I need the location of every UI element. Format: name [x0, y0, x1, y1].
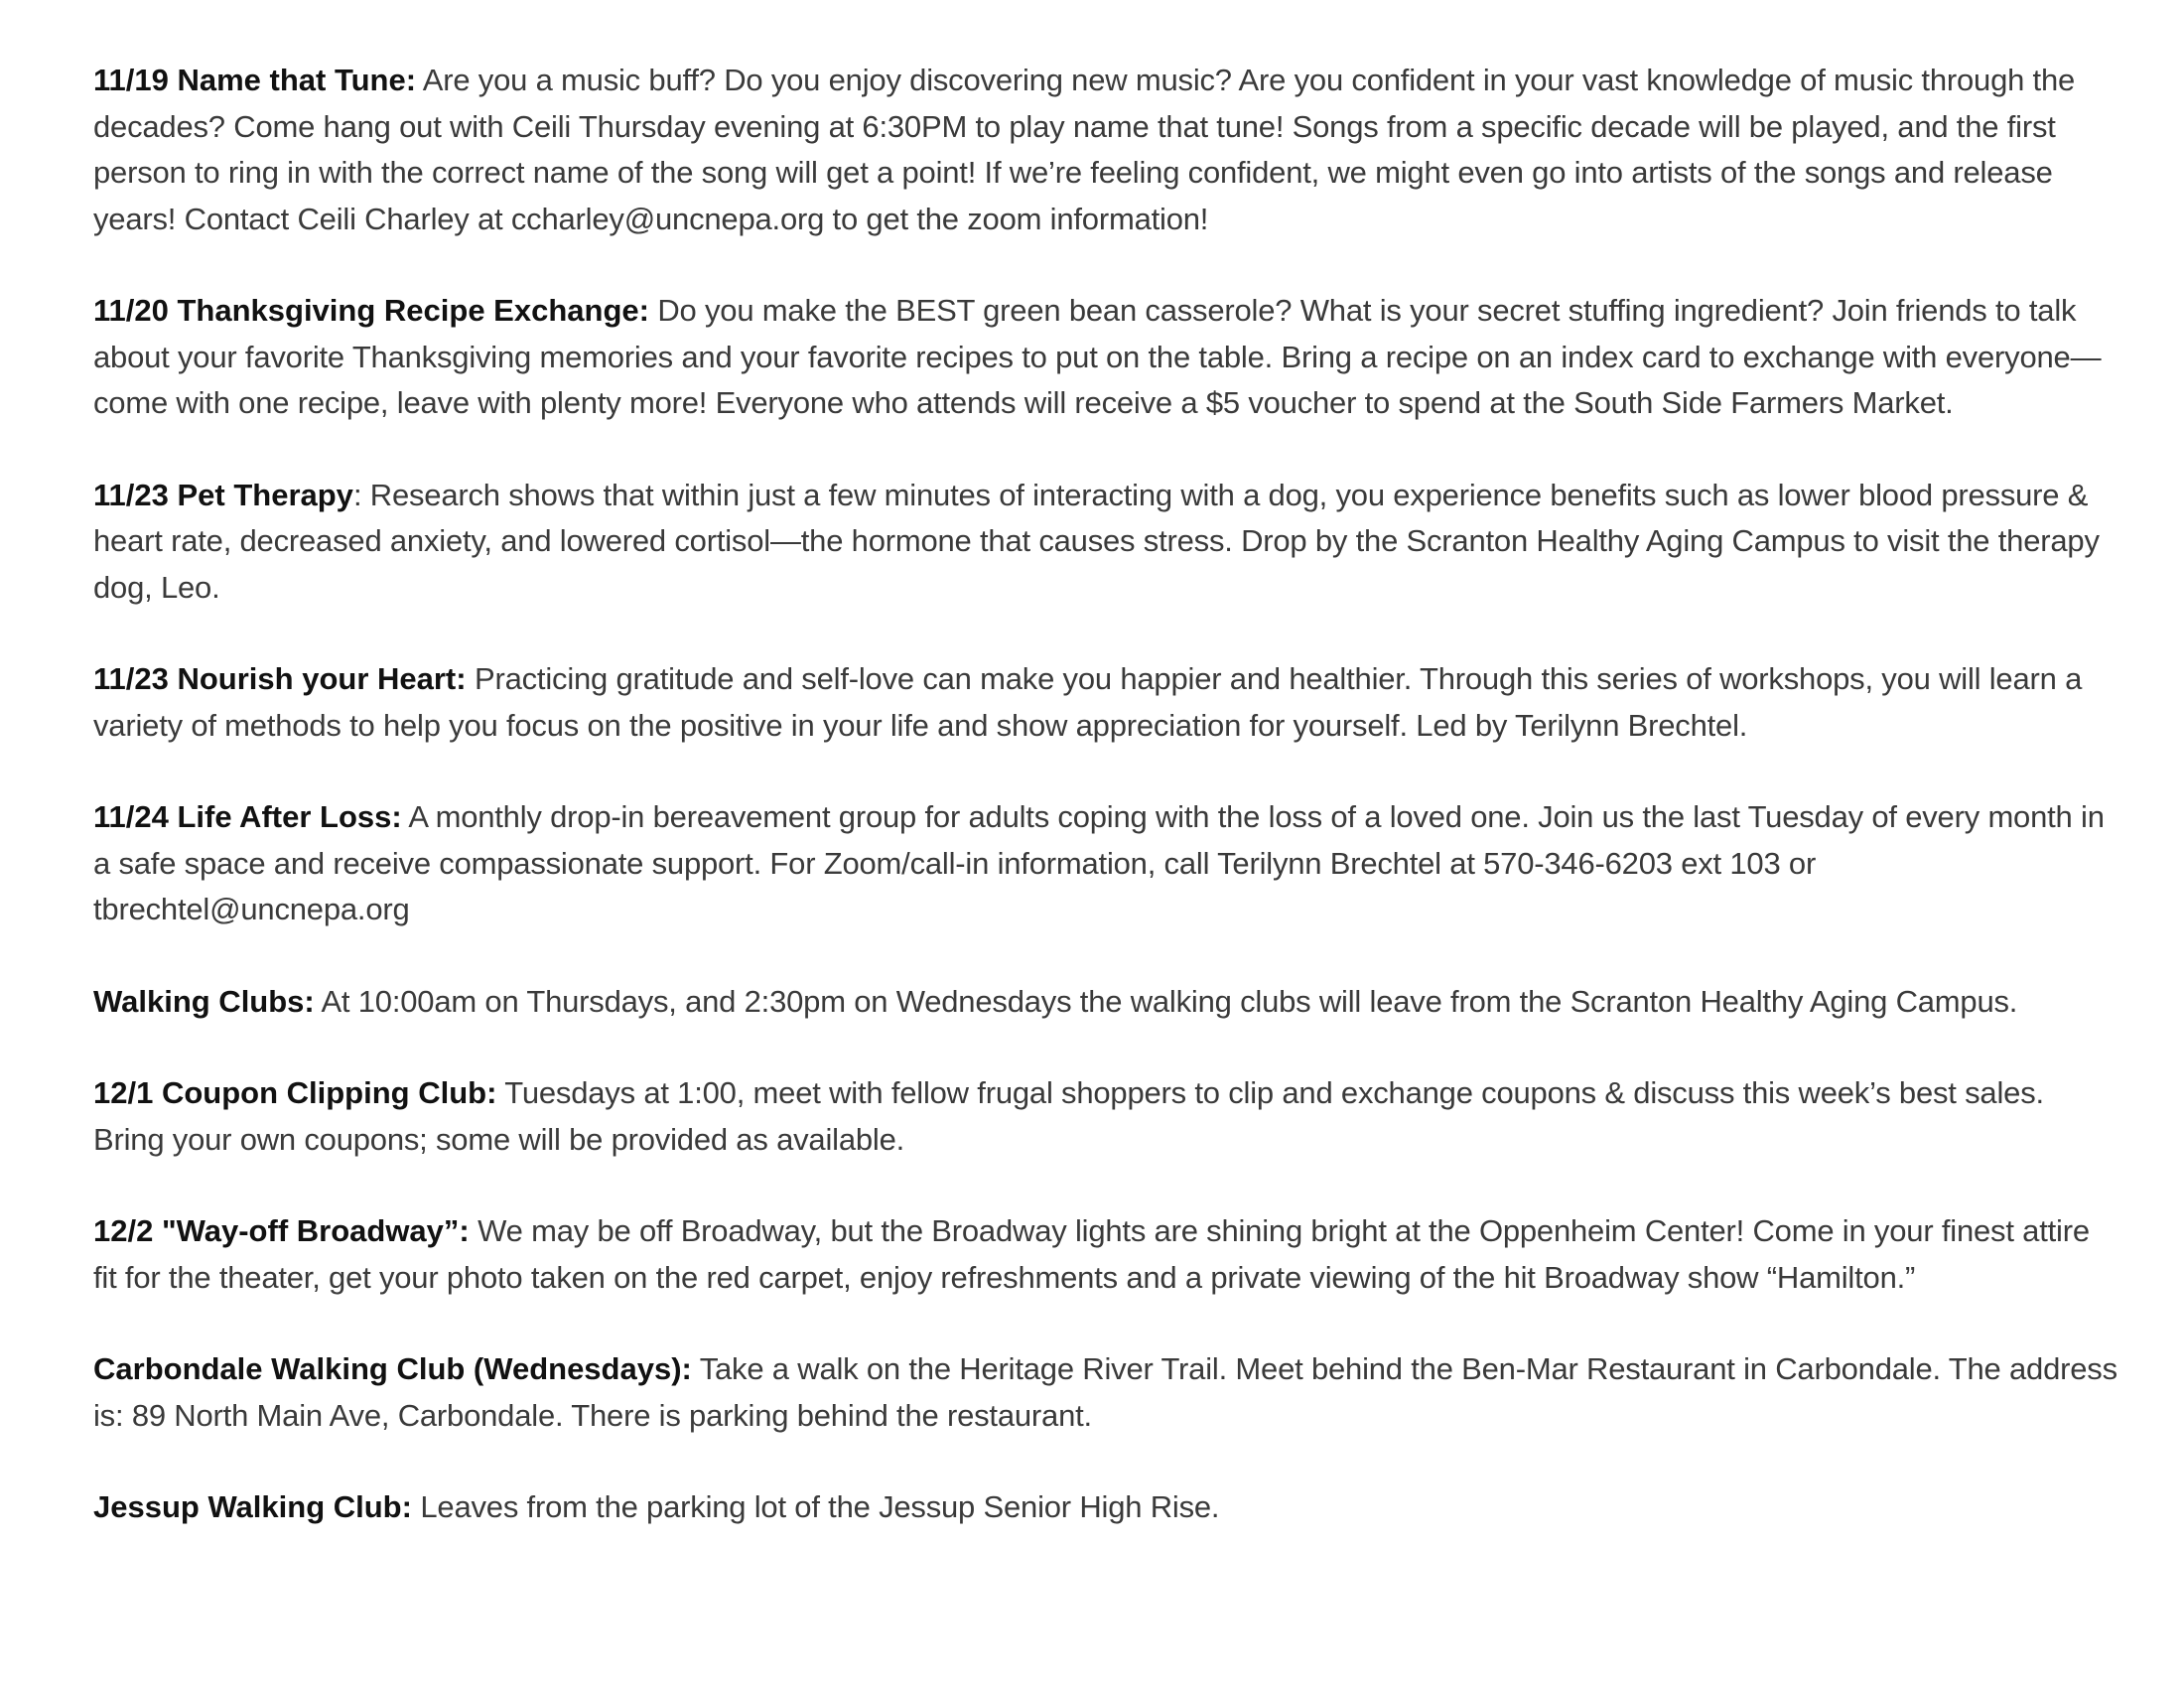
event-title: 12/2 "Way-off Broadway”:	[93, 1213, 470, 1248]
event-list	[93, 58, 2118, 1577]
event-life-after-loss	[93, 794, 2118, 933]
event-title: 12/1 Coupon Clipping Club:	[93, 1075, 497, 1110]
event-title: 11/23 Pet Therapy	[93, 477, 353, 512]
event-description: Take a walk on the Heritage River Trail. Meet behind the Ben-Mar Restaurant in Carbondale. The address is: 89 North Main Ave, Carbondale. There is parking behind the restaurant.	[93, 1351, 2117, 1433]
event-walking-clubs	[93, 979, 2118, 1026]
event-carbondale-walking-club	[93, 1346, 2118, 1439]
event-description: Tuesdays at 1:00, meet with fellow frugal shoppers to clip and exchange coupons & discuss this week’s best sales. Bring your own coupons; some will be provided as available.	[93, 1075, 2044, 1157]
event-title: Carbondale Walking Club (Wednesdays):	[93, 1351, 692, 1386]
event-title: 11/24 Life After Loss:	[93, 799, 402, 834]
event-description: A monthly drop-in bereavement group for adults coping with the loss of a loved one. Join us the last Tuesday of every month in a safe space and receive compassionate support. For Zoom/call-in information, call Terilynn Brechtel at 570-346-6203 ext 103 or tbrechtel@uncnepa.org	[93, 799, 2105, 926]
event-description: We may be off Broadway, but the Broadway lights are shining bright at the Oppenheim Center! Come in your finest attire fit for the theater, get your photo taken on the red carpet, enjoy refreshments and a private viewing of the hit Broadway show “Hamilton.”	[93, 1213, 2090, 1295]
event-jessup-walking-club	[93, 1484, 2118, 1531]
event-description: : Research shows that within just a few minutes of interacting with a dog, you experience benefits such as lower blood pressure & heart rate, decreased anxiety, and lowered cortisol—the hormone that causes stress. Drop by the Scranton Healthy Aging Campus to visit the therapy dog, Leo.	[93, 477, 2100, 605]
event-title: 11/20 Thanksgiving Recipe Exchange:	[93, 293, 649, 328]
event-coupon-clipping-club	[93, 1070, 2118, 1163]
event-title: Walking Clubs:	[93, 983, 315, 1019]
event-title: 11/19 Name that Tune:	[93, 63, 417, 97]
event-thanksgiving-recipe-exchange	[93, 288, 2118, 427]
event-description: Are you a music buff? Do you enjoy discovering new music? Are you confident in your vast knowledge of music through the decades? Come hang out with Ceili Thursday evening at 6:30PM to play name that tune! Songs from a specific decade will be played, and the first person to ring in with the correct name of the song will get a point! If we’re feeling confident, we might even go into artists of the songs and release years! Contact Ceili Charley at ccharley@uncnepa.org to get the zoom information!	[93, 63, 2076, 236]
event-title: Jessup Walking Club:	[93, 1489, 412, 1524]
event-nourish-your-heart	[93, 656, 2118, 749]
event-description: Practicing gratitude and self-love can make you happier and healthier. Through this series of workshops, you will learn a variety of methods to help you focus on the positive in your life and show appreciation for yourself. Led by Terilynn Brechtel.	[93, 661, 2083, 743]
event-description: Do you make the BEST green bean casserole? What is your secret stuffing ingredient? Join friends to talk about your favorite Thanksgiving memories and your favorite recipes to put on the table. Bring a recipe on an index card to exchange with everyone—come with one recipe, leave with plenty more! Everyone who attends will receive a $5 voucher to spend at the South Side Farmers Market.	[93, 293, 2102, 420]
event-title: 11/23 Nourish your Heart:	[93, 661, 467, 696]
event-way-off-broadway	[93, 1208, 2118, 1301]
event-description: At 10:00am on Thursdays, and 2:30pm on Wednesdays the walking clubs will leave from the Scranton Healthy Aging Campus.	[314, 983, 2018, 1019]
event-pet-therapy	[93, 473, 2118, 612]
event-name-that-tune	[93, 58, 2118, 242]
event-description: Leaves from the parking lot of the Jessup Senior High Rise.	[411, 1489, 1220, 1524]
